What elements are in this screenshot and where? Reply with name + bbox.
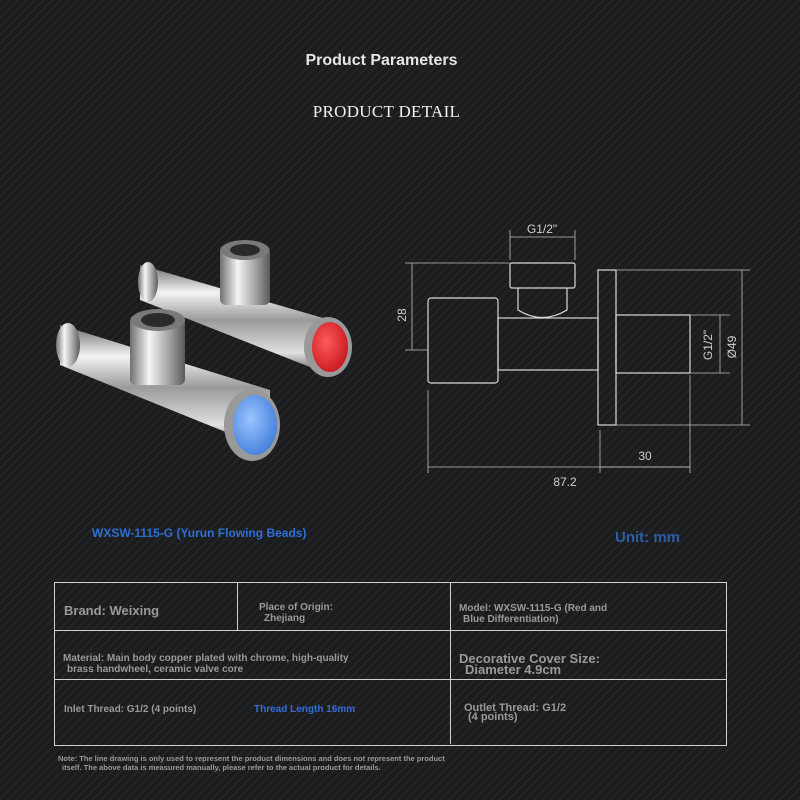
cover-cell	[459, 653, 600, 675]
outlet-line2: (4 points)	[468, 711, 518, 723]
inlet-cell: Inlet Thread: G1/2 (4 points)	[64, 704, 197, 715]
note-line1: Note: The line drawing is only used to represent the product dimensions and does not represent the product	[58, 754, 445, 763]
product-caption: WXSW-1115-G (Yurun Flowing Beads)	[92, 526, 307, 540]
footnote	[58, 754, 578, 772]
dim-cover: 30	[638, 449, 652, 463]
outlet-line1: Outlet Thread: G1/2	[464, 702, 567, 714]
origin-label: Place of Origin:	[259, 602, 333, 613]
dim-diameter: Ø49	[725, 335, 739, 359]
page-subtitle: PRODUCT DETAIL	[312, 102, 461, 121]
spec-table	[54, 582, 727, 746]
page-title: Product Parameters	[305, 52, 458, 69]
unit-label: Unit: mm	[615, 529, 680, 546]
model-line2: Blue Differentiation)	[463, 614, 559, 625]
brand-cell: Brand: Weixing	[64, 603, 160, 618]
dim-height: 28	[395, 308, 409, 322]
divider	[450, 680, 451, 744]
divider	[237, 583, 238, 630]
red-handle-icon	[312, 322, 348, 372]
dim-thread-side: G1/2"	[701, 329, 715, 361]
dim-thread-top: G1/2"	[526, 222, 558, 236]
divider	[450, 583, 451, 630]
cover-line1: Decorative Cover Size:	[459, 651, 600, 666]
drawing-body	[428, 298, 498, 383]
thread-length-cell: Thread Length 16mm	[254, 704, 356, 715]
material-line2: brass handwheel, ceramic valve core	[67, 664, 244, 675]
note-line2: itself. The above data is measured manually, please refer to the actual product for details.	[62, 763, 381, 772]
origin-cell	[259, 602, 333, 624]
cover-line2: Diameter 4.9cm	[465, 662, 562, 677]
material-cell	[63, 653, 349, 675]
product-photo	[40, 225, 360, 485]
technical-drawing	[390, 215, 760, 505]
model-cell	[459, 603, 607, 625]
blue-handle-icon	[233, 395, 277, 455]
outlet-cell	[464, 704, 566, 722]
origin-value: Zhejiang	[264, 613, 306, 624]
model-line1: Model: WXSW-1115-G (Red and	[459, 603, 608, 614]
material-line1: Material: Main body copper plated with chrome, high-quality	[63, 653, 349, 664]
dim-length: 87.2	[553, 475, 577, 489]
divider	[450, 631, 451, 679]
